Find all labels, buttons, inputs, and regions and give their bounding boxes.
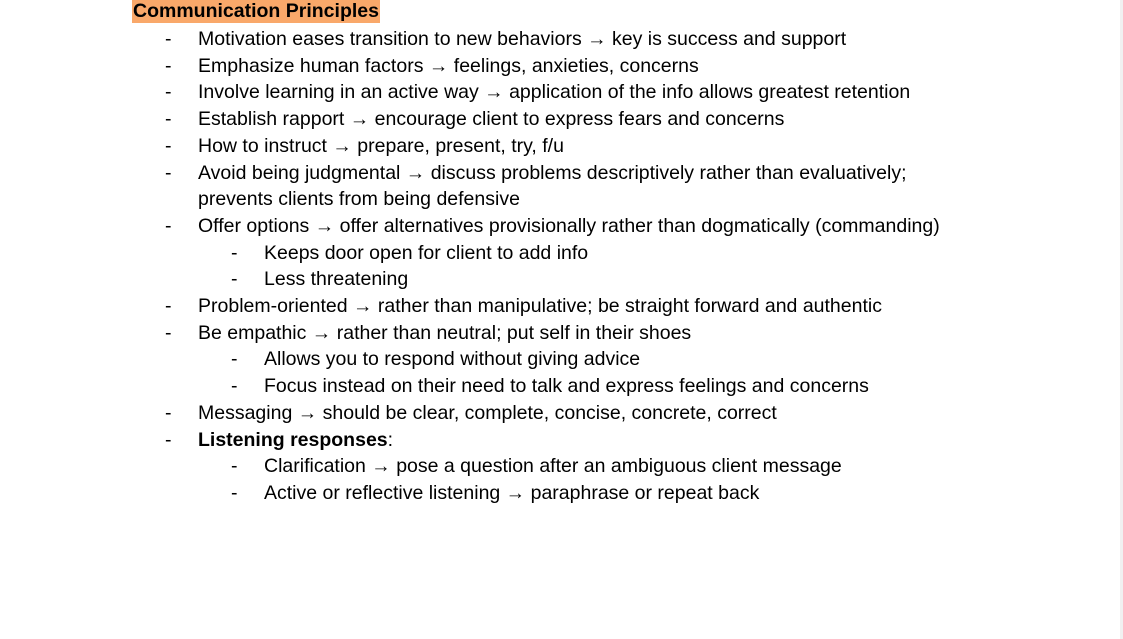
item-text: Motivation eases transition to new behaviors → key is success and support bbox=[198, 28, 847, 50]
item-text: Emphasize human factors → feelings, anxieties, concerns bbox=[198, 54, 699, 77]
list-item bbox=[132, 53, 940, 80]
item-text: Clarification → pose a question after an ambiguous client message bbox=[264, 455, 842, 478]
bullet-dash: - bbox=[231, 375, 238, 398]
item-text: prevents clients from being defensive bbox=[198, 188, 520, 211]
sub-list-item bbox=[132, 480, 940, 507]
list-item bbox=[132, 106, 940, 133]
list-item bbox=[132, 400, 940, 427]
list-item bbox=[132, 133, 940, 160]
bullet-dash: - bbox=[231, 481, 238, 504]
item-text: How to instruct → prepare, present, try, f/u bbox=[198, 134, 564, 157]
bullet-dash: - bbox=[165, 134, 172, 157]
item-text: Avoid being judgmental → discuss problems descriptively rather than evaluatively; bbox=[198, 161, 907, 184]
bullet-dash: - bbox=[165, 214, 172, 237]
list-item bbox=[132, 26, 940, 53]
item-text: Allows you to respond without giving advice bbox=[264, 348, 641, 371]
bullet-dash: - bbox=[231, 455, 238, 478]
item-text: Problem-oriented → rather than manipulative; be straight forward and authentic bbox=[198, 295, 882, 318]
bullet-dash: - bbox=[165, 161, 172, 184]
list-item bbox=[132, 79, 940, 106]
sub-list-item bbox=[132, 346, 940, 373]
bullet-dash: - bbox=[165, 28, 172, 50]
item-text: Be empathic → rather than neutral; put self in their shoes bbox=[198, 321, 692, 344]
list-item bbox=[132, 213, 940, 240]
sub-list-item bbox=[132, 453, 940, 480]
item-text: Offer options → offer alternatives provisionally rather than dogmatically (commanding) bbox=[198, 214, 940, 237]
sub-list-item bbox=[132, 266, 940, 293]
bullet-dash: - bbox=[165, 428, 172, 451]
list-item bbox=[132, 427, 940, 454]
bullet-list bbox=[132, 26, 940, 507]
bullet-dash: - bbox=[165, 321, 172, 344]
bullet-dash: - bbox=[165, 295, 172, 318]
bullet-dash: - bbox=[231, 241, 238, 264]
item-text: Less threatening bbox=[264, 268, 409, 291]
list-item bbox=[132, 293, 940, 320]
item-text: Focus instead on their need to talk and express feelings and concerns bbox=[264, 375, 869, 398]
item-text: Messaging → should be clear, complete, concise, concrete, correct bbox=[198, 401, 777, 424]
bullet-dash: - bbox=[165, 108, 172, 131]
item-text: Active or reflective listening → paraphrase or repeat back bbox=[264, 481, 760, 504]
bullet-dash: - bbox=[231, 268, 238, 291]
sub-list-item bbox=[132, 373, 940, 400]
section-heading: Communication Principles bbox=[133, 0, 379, 22]
list-item bbox=[132, 320, 940, 347]
bullet-dash: - bbox=[165, 54, 172, 77]
list-item bbox=[132, 160, 940, 187]
list-item bbox=[132, 186, 940, 213]
document-body bbox=[132, 0, 940, 507]
bold-text: Listening responses bbox=[198, 428, 388, 451]
sub-list-item bbox=[132, 240, 940, 267]
bullet-dash: - bbox=[231, 348, 238, 371]
item-text: Involve learning in an active way → application of the info allows greatest retention bbox=[198, 81, 911, 104]
item-text: Establish rapport → encourage client to express fears and concerns bbox=[198, 108, 785, 131]
bullet-dash: - bbox=[165, 81, 172, 104]
item-text: : bbox=[387, 428, 394, 451]
item-text: Keeps door open for client to add info bbox=[264, 241, 589, 264]
bullet-dash: - bbox=[165, 401, 172, 424]
